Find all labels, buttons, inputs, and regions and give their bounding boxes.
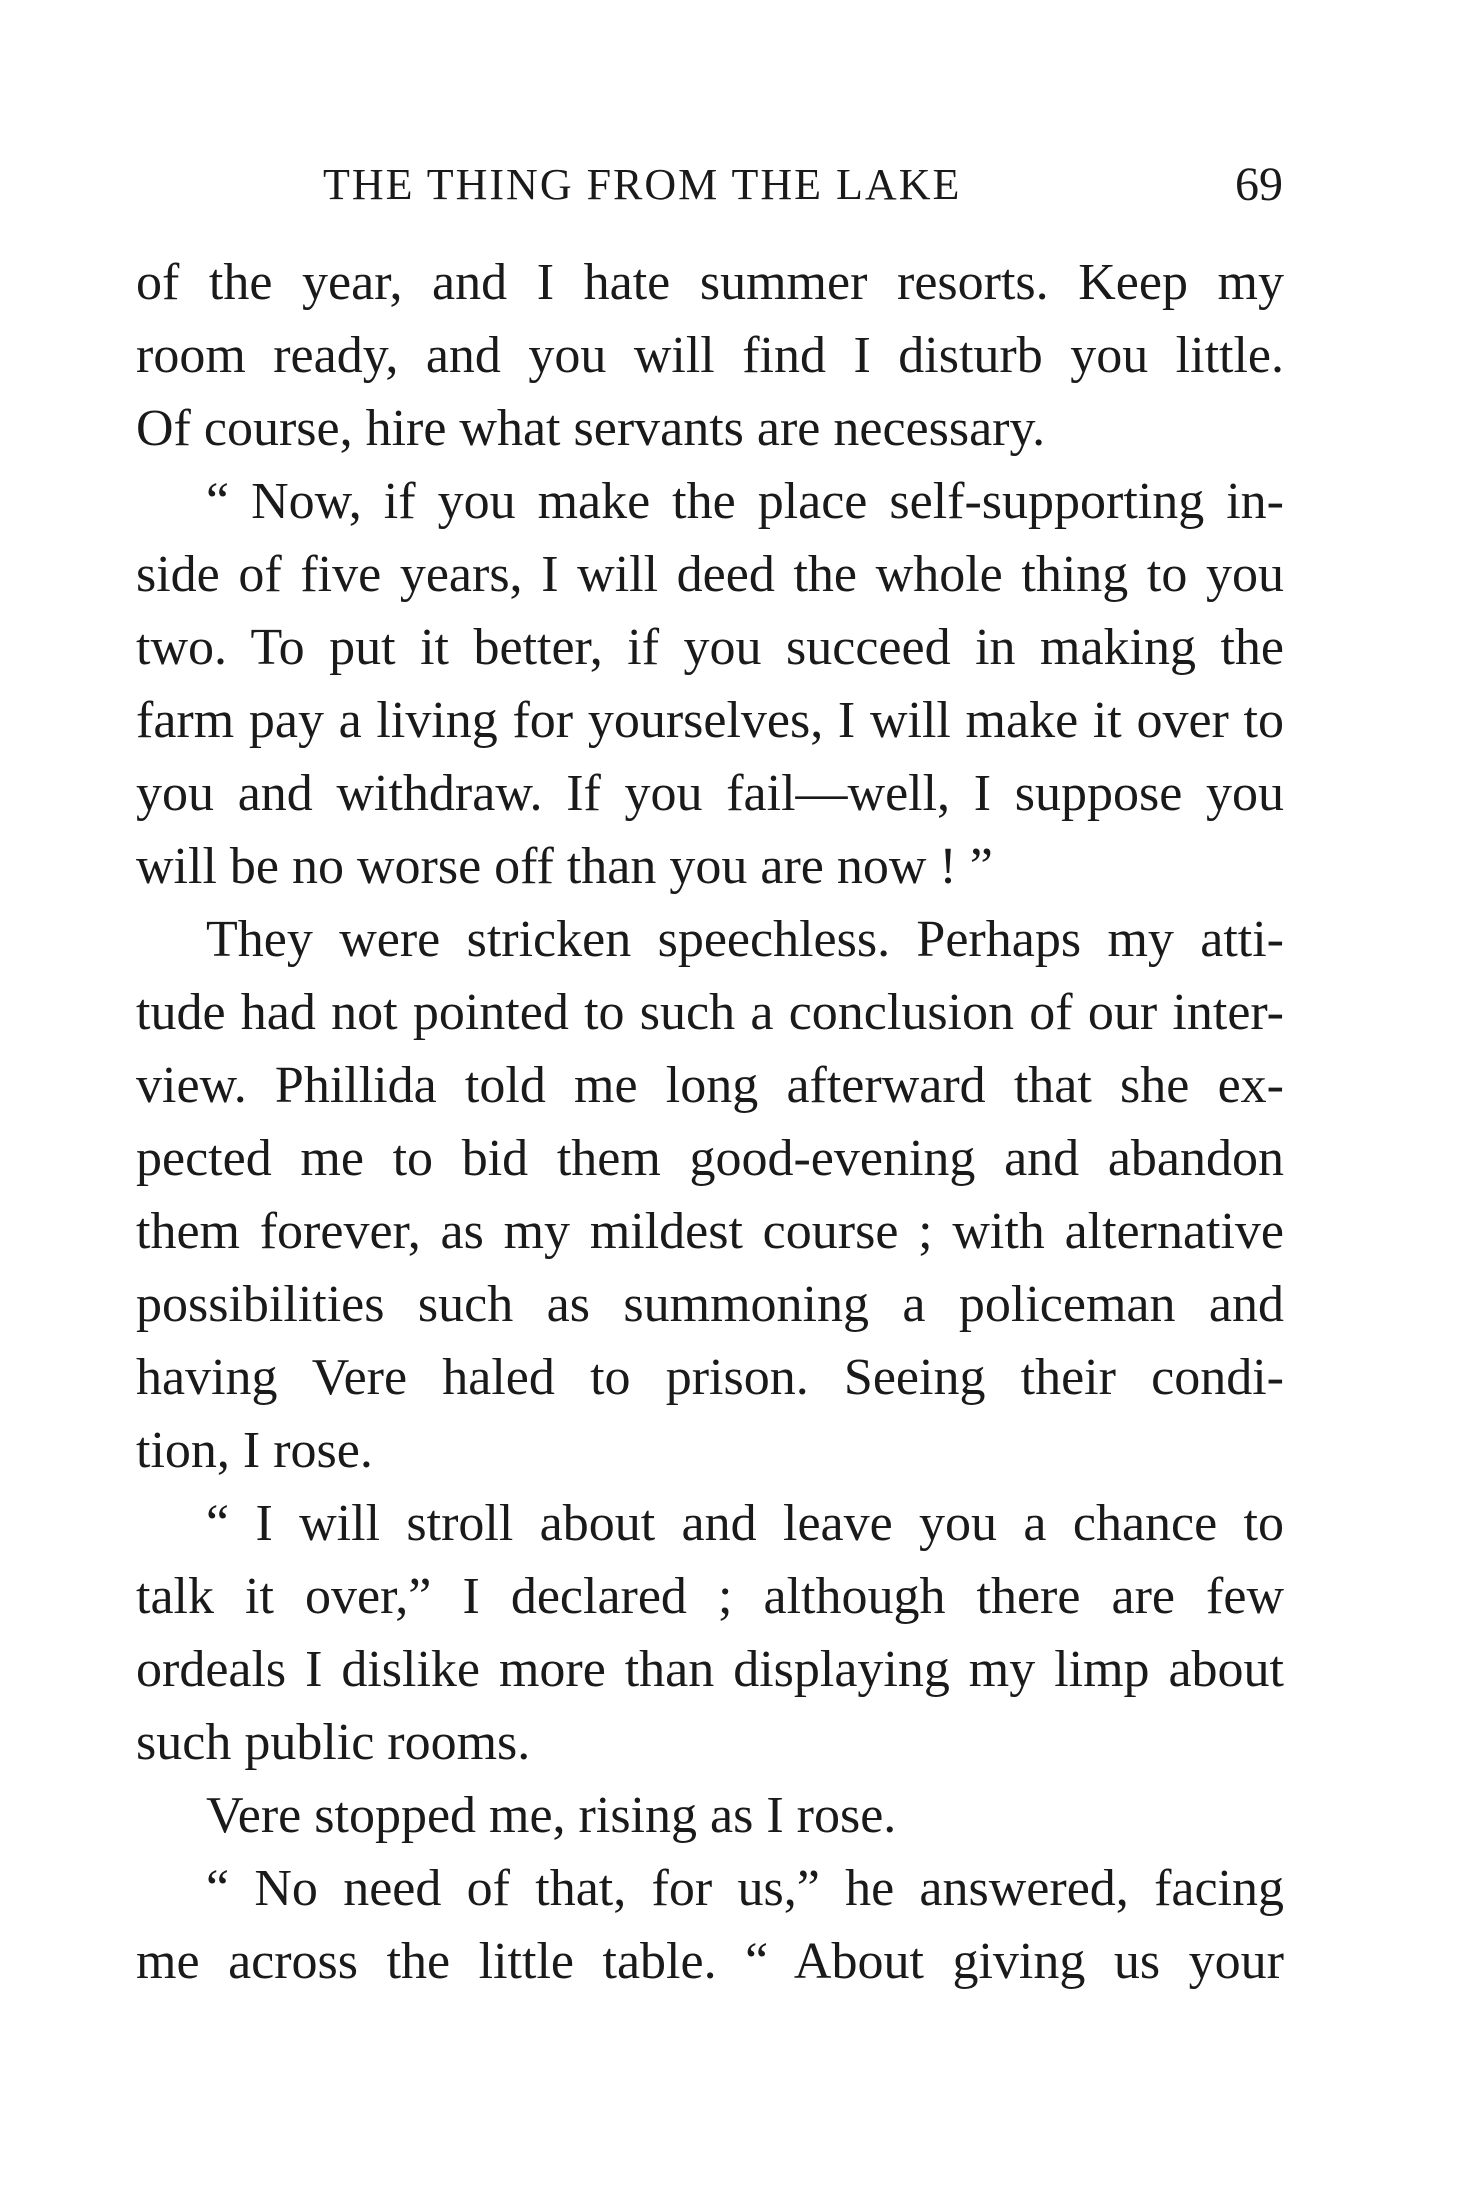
text-line: possibilities such as summoning a policeman and bbox=[136, 1276, 1284, 1333]
text-line: such public rooms. bbox=[136, 1714, 531, 1771]
text-line: of the year, and I hate summer resorts. Keep my bbox=[136, 254, 1284, 311]
text-line: ordeals I dislike more than displaying my limp about bbox=[136, 1641, 1284, 1698]
text-line: Vere stopped me, rising as I rose. bbox=[206, 1787, 897, 1844]
text-line: “ No need of that, for us,” he answered, facing bbox=[206, 1860, 1284, 1917]
text-line: side of five years, I will deed the whole thing to you bbox=[136, 546, 1284, 603]
text-line: Of course, hire what servants are necessary. bbox=[136, 400, 1046, 457]
text-line: tion, I rose. bbox=[136, 1422, 373, 1479]
text-line: room ready, and you will find I disturb you little. bbox=[136, 327, 1284, 384]
text-line: will be no worse off than you are now ! ” bbox=[136, 838, 993, 895]
text-line: you and withdraw. If you fail—well, I suppose you bbox=[136, 765, 1284, 822]
text-line: having Vere haled to prison. Seeing their condi- bbox=[136, 1349, 1284, 1406]
text-line: pected me to bid them good-evening and abandon bbox=[136, 1130, 1284, 1187]
text-line: them forever, as my mildest course ; with alternative bbox=[136, 1203, 1284, 1260]
body-text bbox=[136, 246, 1284, 1998]
text-line: “ Now, if you make the place self-supporting in- bbox=[206, 473, 1284, 530]
text-line: me across the little table. “ About giving us your bbox=[136, 1933, 1284, 1990]
text-line: They were stricken speechless. Perhaps my atti- bbox=[206, 911, 1284, 968]
text-line: tude had not pointed to such a conclusion of our inter- bbox=[136, 984, 1284, 1041]
text-line: farm pay a living for yourselves, I will make it over to bbox=[136, 692, 1284, 749]
running-head bbox=[138, 150, 1283, 220]
running-title: THE THING FROM THE LAKE bbox=[323, 160, 962, 209]
text-line: view. Phillida told me long afterward that she ex- bbox=[136, 1057, 1284, 1114]
page-number: 69 bbox=[1235, 158, 1283, 211]
text-line: “ I will stroll about and leave you a chance to bbox=[206, 1495, 1284, 1552]
text-line: two. To put it better, if you succeed in making the bbox=[136, 619, 1284, 676]
text-line: talk it over,” I declared ; although there are few bbox=[136, 1568, 1284, 1625]
